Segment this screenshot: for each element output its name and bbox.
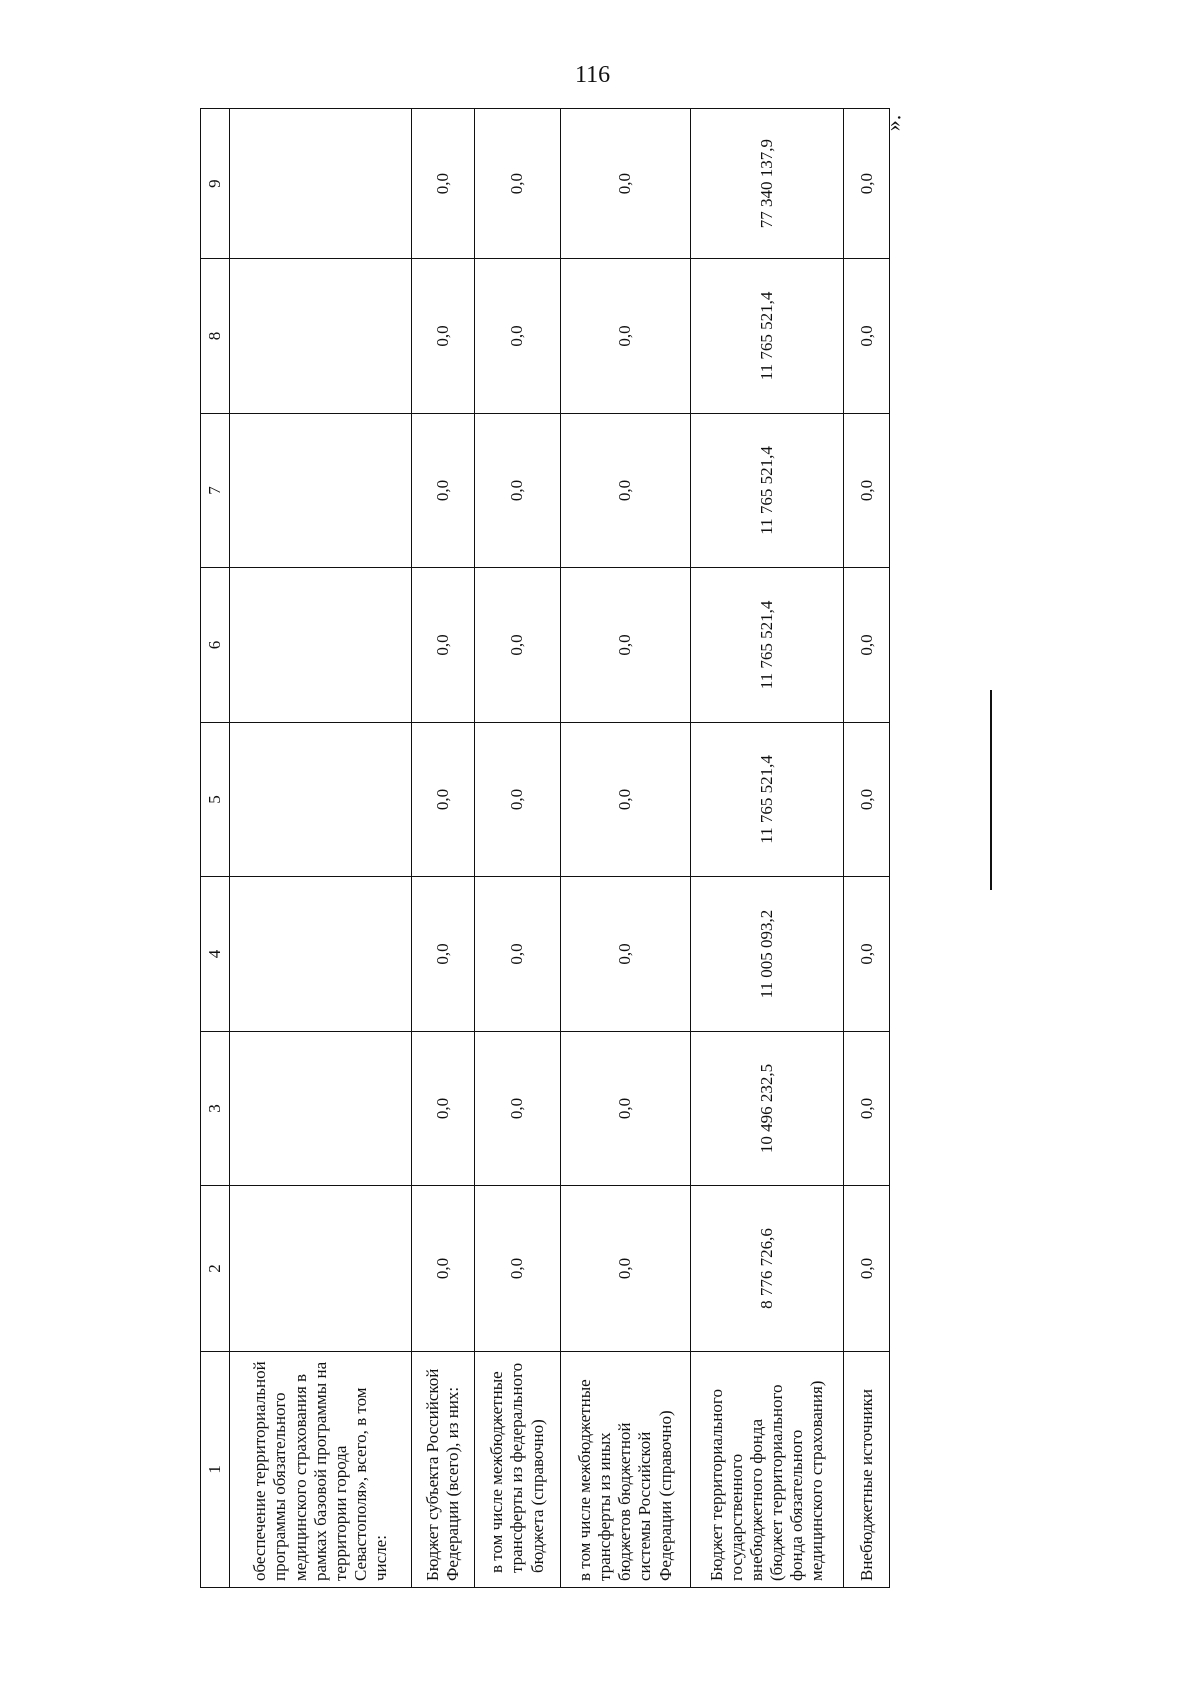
page-number: 116 [575, 62, 611, 88]
row-label: Бюджет территориального государственного внебюджетного фонда (бюджет территориального фонда обязательного медицинского страхования) [691, 1351, 844, 1587]
table-cell: 0,0 [412, 877, 475, 1032]
table-row [475, 109, 560, 1588]
column-header-5: 5 [201, 722, 230, 877]
table-row [691, 109, 844, 1588]
row-label: обеспечение территориальной программы обязательного медицинского страхования в рамках базовой программы на территории города Севастополя», всего, в том числе: [230, 1351, 412, 1587]
table-row [230, 109, 412, 1588]
table-cell [230, 568, 412, 723]
table-cell [230, 259, 412, 414]
table-cell: 0,0 [475, 1031, 560, 1186]
table-cell: 0,0 [475, 259, 560, 414]
table-cell: 0,0 [475, 722, 560, 877]
table-cell: 0,0 [475, 413, 560, 568]
table-cell: 11 765 521,4 [691, 722, 844, 877]
table-cell: 0,0 [560, 568, 691, 723]
table-cell: 0,0 [560, 1186, 691, 1352]
table-cell: 0,0 [844, 259, 890, 414]
table-row [844, 109, 890, 1588]
table-cell: 0,0 [560, 722, 691, 877]
table-cell: 0,0 [560, 877, 691, 1032]
column-header-6: 6 [201, 568, 230, 723]
table-cell: 11 765 521,4 [691, 568, 844, 723]
table-cell: 0,0 [412, 1031, 475, 1186]
column-header-2: 2 [201, 1186, 230, 1352]
table-cell: 77 340 137,9 [691, 109, 844, 259]
table-cell: 11 765 521,4 [691, 259, 844, 414]
table-cell: 0,0 [475, 877, 560, 1032]
header-row [201, 109, 230, 1588]
table-cell: 0,0 [560, 109, 691, 259]
separator-line [990, 690, 992, 890]
table-cell: 0,0 [412, 722, 475, 877]
row-label: Бюджет субъекта Российской Федерации (всего), из них: [412, 1351, 475, 1587]
table-cell: 0,0 [844, 722, 890, 877]
column-header-4: 4 [201, 877, 230, 1032]
table-cell: 0,0 [844, 877, 890, 1032]
table-rotation-wrapper [200, 108, 890, 1588]
row-label: Внебюджетные источники [844, 1351, 890, 1587]
row-label: в том числе межбюджетные трансферты из федерального бюджета (справочно) [475, 1351, 560, 1587]
table-cell: 0,0 [475, 1186, 560, 1352]
table-cell: 10 496 232,5 [691, 1031, 844, 1186]
table-cell: 11 765 521,4 [691, 413, 844, 568]
table-cell [230, 1186, 412, 1352]
table-cell: 0,0 [412, 1186, 475, 1352]
table-cell: 11 005 093,2 [691, 877, 844, 1032]
budget-table [200, 108, 890, 1588]
table-cell [230, 413, 412, 568]
table-cell: 0,0 [560, 413, 691, 568]
table-cell: 0,0 [412, 259, 475, 414]
column-header-8: 8 [201, 259, 230, 414]
table-cell: 0,0 [844, 109, 890, 259]
table-cell: 0,0 [412, 568, 475, 723]
column-header-7: 7 [201, 413, 230, 568]
closing-quote-mark: ». [880, 114, 906, 132]
table-cell: 0,0 [412, 109, 475, 259]
table-cell: 0,0 [475, 568, 560, 723]
column-header-1: 1 [201, 1351, 230, 1587]
column-header-3: 3 [201, 1031, 230, 1186]
table-cell: 8 776 726,6 [691, 1186, 844, 1352]
table-cell: 0,0 [844, 1186, 890, 1352]
table-cell [230, 877, 412, 1032]
table-row [412, 109, 475, 1588]
row-label: в том числе межбюджетные трансферты из иных бюджетов бюджетной системы Российской Федерации (справочно) [560, 1351, 691, 1587]
table-cell: 0,0 [844, 1031, 890, 1186]
table-cell [230, 109, 412, 259]
table-cell: 0,0 [560, 259, 691, 414]
table-cell: 0,0 [844, 413, 890, 568]
table-row [560, 109, 691, 1588]
table-cell: 0,0 [560, 1031, 691, 1186]
table-cell: 0,0 [844, 568, 890, 723]
table-cell [230, 722, 412, 877]
table-cell: 0,0 [475, 109, 560, 259]
table-cell [230, 1031, 412, 1186]
table-cell: 0,0 [412, 413, 475, 568]
column-header-9: 9 [201, 109, 230, 259]
